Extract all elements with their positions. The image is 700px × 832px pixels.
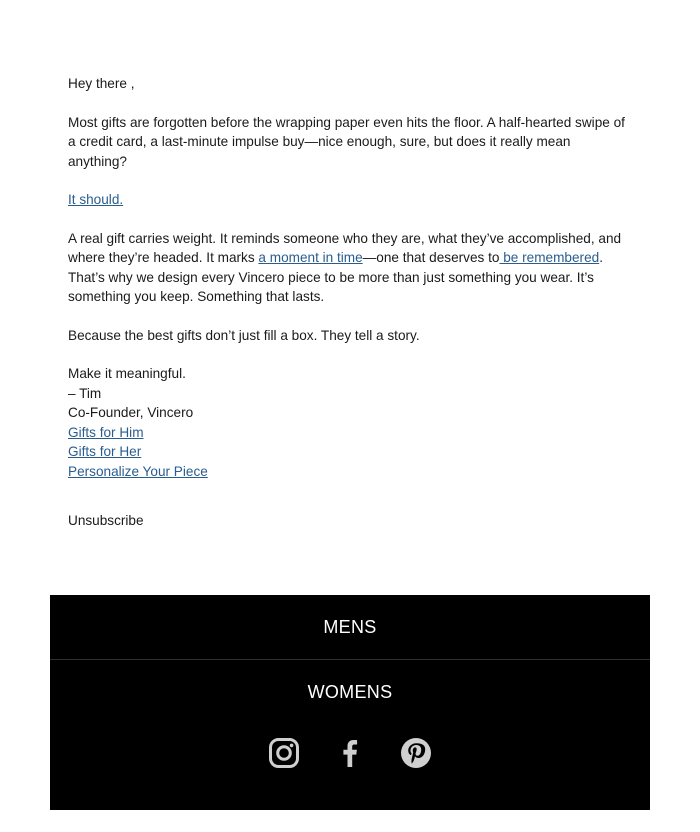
it-should-paragraph [68, 190, 630, 210]
signoff-line: Make it meaningful. [68, 366, 186, 381]
be-remembered-link[interactable]: be remembered [499, 250, 600, 265]
facebook-icon[interactable] [334, 737, 366, 769]
gifts-for-her-link[interactable]: Gifts for Her [68, 444, 142, 459]
social-icons [50, 737, 650, 769]
footer [50, 595, 650, 810]
real-gift-text-1: A real gift carries weight. It reminds someone who they are, what they’ve accomplished, and where they’re headed. It marks [68, 230, 622, 265]
real-gift-paragraph [68, 229, 630, 307]
footer-womens-link[interactable]: WOMENS [307, 682, 393, 702]
personalize-link[interactable]: Personalize Your Piece [68, 463, 208, 479]
signoff [68, 364, 630, 423]
it-should-link[interactable]: It should. [68, 192, 124, 207]
story-paragraph: Because the best gifts don’t just fill a box. They tell a story. [68, 327, 420, 343]
greeting: Hey there , [68, 76, 135, 91]
real-gift-text-3: . That’s why we design every Vincero piece to be more than just something you wear. It’s something you keep. Something that lasts. [68, 250, 603, 304]
email-body [68, 74, 630, 481]
unsubscribe-link[interactable]: Unsubscribe [68, 513, 144, 528]
signoff-name: – Tim [68, 385, 102, 401]
pinterest-icon[interactable] [400, 737, 432, 769]
real-gift-text-2: —one that deserves to [362, 250, 500, 265]
moment-in-time-link[interactable]: a moment in time [258, 250, 363, 265]
footer-mens-link[interactable]: MENS [323, 617, 377, 637]
intro-paragraph: Most gifts are forgotten before the wrapping paper even hits the floor. A half-hearted swipe of a credit card, a last-minute impulse buy—nice enough, sure, but does it really mean anything? [68, 114, 625, 169]
instagram-icon[interactable] [268, 737, 300, 769]
gift-links [68, 423, 630, 482]
gifts-for-him-link[interactable]: Gifts for Him [68, 424, 144, 440]
signoff-title: Co-Founder, Vincero [68, 405, 194, 420]
